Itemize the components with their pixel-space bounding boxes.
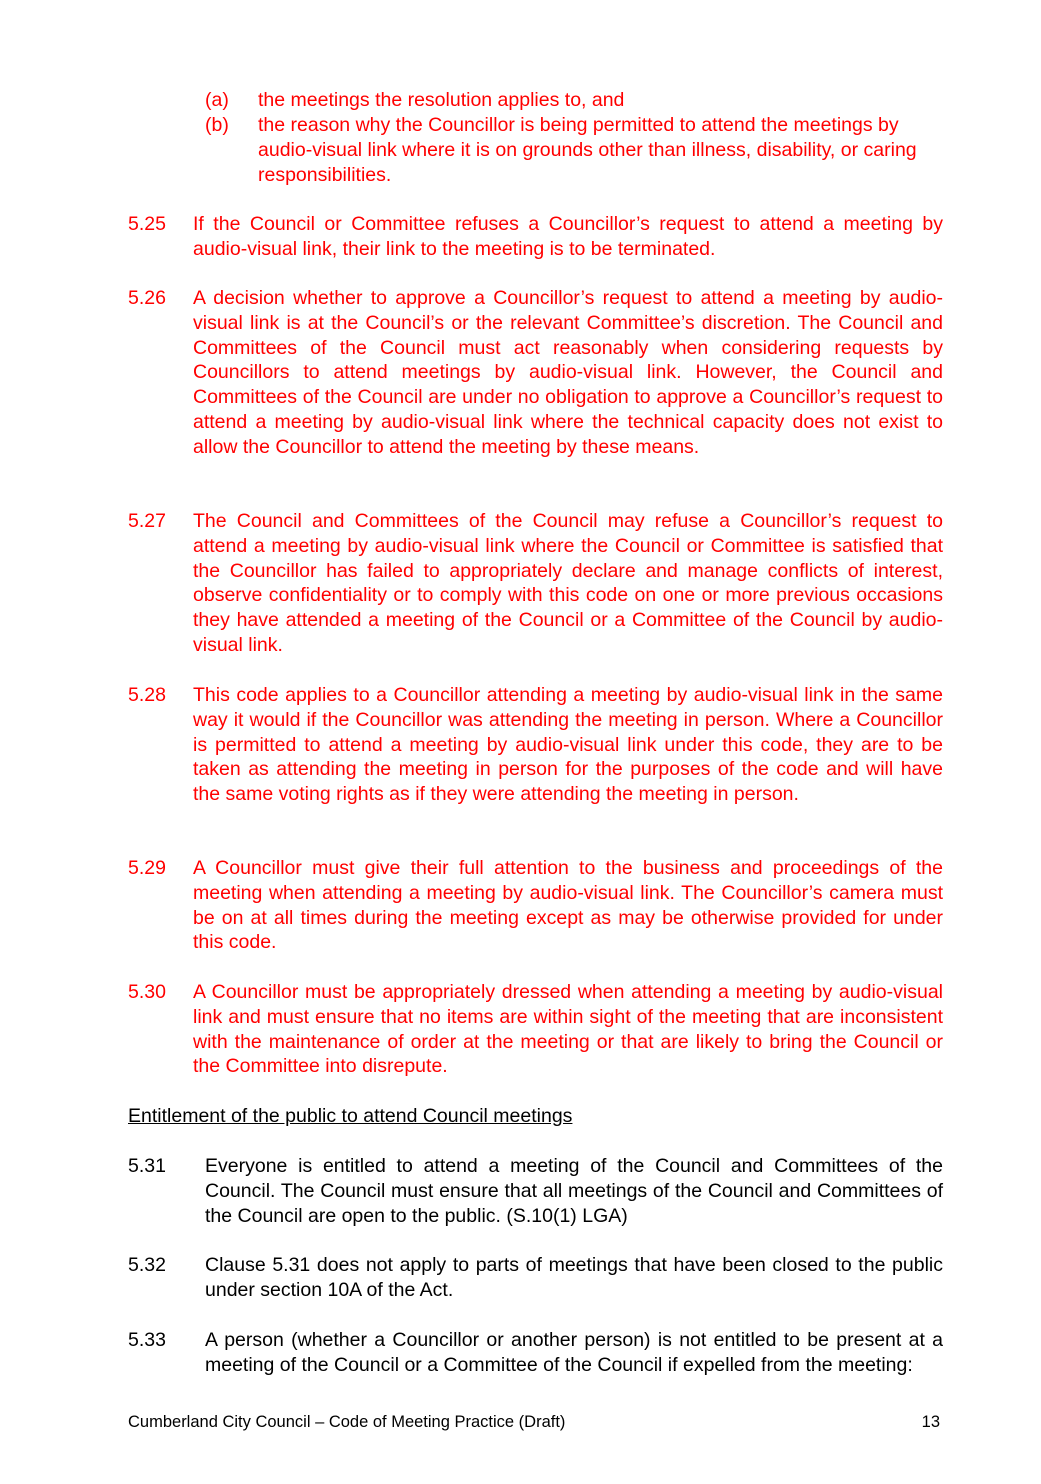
clause-text: A person (whether a Councillor or another person) is not entitled to be present at a meeting of the Council or a Committee of the Council if expelled from the meeting: xyxy=(205,1329,943,1376)
page-footer xyxy=(128,1410,940,1435)
page-number: 13 xyxy=(921,1413,940,1431)
clause-text: A decision whether to approve a Councillor’s request to attend a meeting by audio-visual link is at the Council’s or the relevant Committee’s discretion. The Council and Committees of the Council must act reasonably when considering requests by Councillors to attend meetings by audio-visual link. However, the Council and Committees of the Council are under no obligation to approve a Councillor’s request to attend a meeting by audio-visual link where the technical capacity does not exist to allow the Councillor to attend the meeting by these means. xyxy=(193,287,943,458)
clause-text: Clause 5.31 does not apply to parts of meetings that have been closed to the public under section 10A of the Act. xyxy=(205,1254,943,1301)
clause-number: 5.28 xyxy=(128,684,166,706)
clause-number: 5.29 xyxy=(128,857,166,879)
clause-text: The Council and Committees of the Council may refuse a Councillor’s request to attend a meeting by audio-visual link where the Council or Committee is satisfied that the Councillor has failed to appropriately declare and manage conflicts of interest, observe confidentiality or to comply with this code on one or more previous occasions they have attended a meeting of the Council or a Committee of the Council by audio-visual link. xyxy=(193,510,943,656)
sub-item-label: (a) xyxy=(205,89,229,111)
clause-text: If the Council or Committee refuses a Councillor’s request to attend a meeting by audio-visual link, their link to the meeting is to be terminated. xyxy=(193,213,943,260)
clause-number: 5.33 xyxy=(128,1329,166,1351)
clause-number: 5.31 xyxy=(128,1155,166,1177)
clause-text: This code applies to a Councillor attending a meeting by audio-visual link in the same way it would if the Councillor was attending the meeting in person. Where a Councillor is permitted to attend a meeting by audio-visual link under this code, they are to be taken as attending the meeting in person for the purposes of the code and will have the same voting rights as if they were attending the meeting in person. xyxy=(193,684,943,806)
sub-item-text: the meetings the resolution applies to, and xyxy=(258,89,625,111)
sub-item-label: (b) xyxy=(205,114,229,136)
clause-number: 5.30 xyxy=(128,981,166,1003)
footer-title: Cumberland City Council – Code of Meeting Practice (Draft) xyxy=(128,1413,566,1431)
sub-item-text: the reason why the Councillor is being permitted to attend the meetings by audio-visual link where it is on grounds other than illness, disability, or caring responsibilities. xyxy=(258,114,917,186)
clause-number: 5.32 xyxy=(128,1254,166,1276)
section-heading: Entitlement of the public to attend Council meetings xyxy=(128,1105,573,1127)
clause-text: A Councillor must be appropriately dressed when attending a meeting by audio-visual link and must ensure that no items are within sight of the meeting that are inconsistent with the maintenance of order at the meeting or that are likely to bring the Council or the Committee into disrepute. xyxy=(193,981,943,1078)
clause-text: A Councillor must give their full attention to the business and proceedings of the meeting when attending a meeting by audio-visual link. The Councillor’s camera must be on at all times during the meeting except as may be otherwise provided for under this code. xyxy=(193,857,943,954)
clause-number: 5.26 xyxy=(128,287,166,309)
clause-text: Everyone is entitled to attend a meeting of the Council and Committees of the Council. The Council must ensure that all meetings of the Council and Committees of the Council are open to the public. (S.10(1) LGA) xyxy=(205,1155,943,1227)
clause-number: 5.27 xyxy=(128,510,166,532)
clause-number: 5.25 xyxy=(128,213,166,235)
